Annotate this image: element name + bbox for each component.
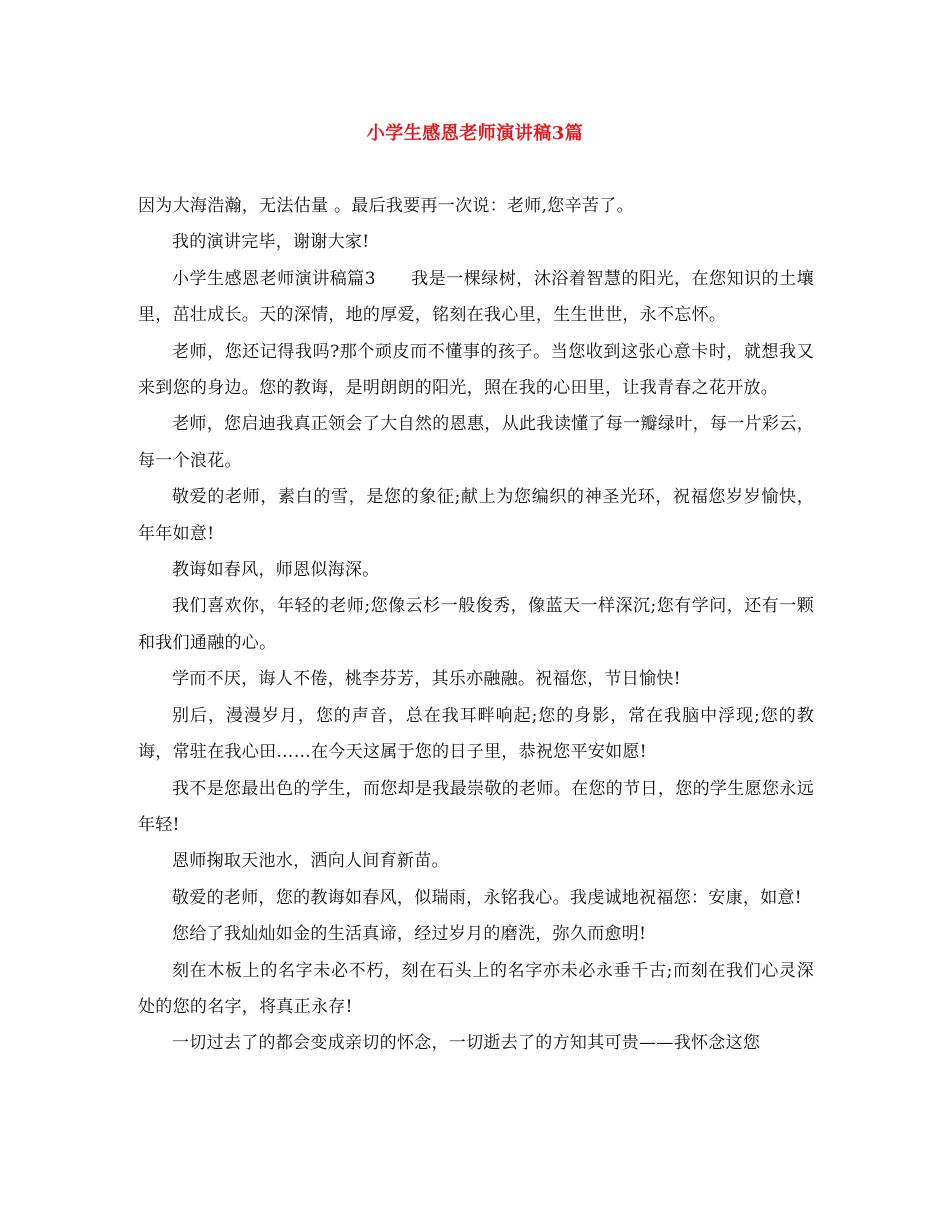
paragraph: 一切过去了的都会变成亲切的怀念，一切逝去了的方知其可贵——我怀念这您 — [172, 1033, 761, 1054]
paragraph: 别后，漫漫岁月，您的声音，总在我耳畔响起;您的身影，常在我脑中浮现;您的教诲，常驻在我心田……在今天这属于您的日子里，恭祝您平安如愿! — [138, 705, 814, 763]
paragraph: 学而不厌，诲人不倦，桃李芬芳，其乐亦融融。祝福您，节日愉快! — [172, 669, 681, 690]
paragraph: 敬爱的老师，您的教诲如春风，似瑞雨，永铭我心。我虔诚地祝福您：安康，如意! — [172, 887, 802, 908]
paragraph: 恩师掬取天池水，洒向人间育新苗。 — [172, 851, 449, 872]
paragraph: 我不是您最出色的学生，而您却是我最崇敬的老师。在您的节日，您的学生愿您永远年轻! — [138, 778, 814, 835]
paragraph: 敬爱的老师，素白的雪，是您的象征;献上为您编织的神圣光环，祝福您岁岁愉快，年年如意! — [138, 487, 814, 544]
paragraph: 教诲如春风，师恩似海深。 — [172, 560, 380, 581]
paragraph: 小学生感恩老师演讲稿篇3 我是一棵绿树，沐浴着智慧的阳光，在您知识的土壤里，茁壮成长。天的深情，地的厚爱，铭刻在我心里，生生世世，永不忘怀。 — [138, 268, 814, 326]
paragraph: 因为大海浩瀚，无法估量 。最后我要再一次说：老师,您辛苦了。 — [138, 196, 634, 216]
paragraph: 老师，您还记得我吗?那个顽皮而不懂事的孩子。当您收到这张心意卡时，就想我又来到您的身边。您的教诲，是明朗朗的阳光，照在我的心田里，让我青春之花开放。 — [138, 341, 814, 399]
paragraph: 老师，您启迪我真正领会了大自然的恩惠，从此我读懂了每一瓣绿叶，每一片彩云，每一个浪花。 — [138, 414, 814, 471]
paragraph: 我们喜欢你，年轻的老师;您像云杉一般俊秀，像蓝天一样深沉;您有学问，还有一颗和我们通融的心。 — [138, 596, 814, 653]
paragraph: 您给了我灿灿如金的生活真谛，经过岁月的磨洗，弥久而愈明! — [172, 924, 647, 945]
paragraph: 刻在木板上的名字未必不朽，刻在石头上的名字亦未必永垂千古;而刻在我们心灵深处的您的名字，将真正永存! — [138, 960, 814, 1017]
paragraph: 我的演讲完毕，谢谢大家! — [172, 232, 370, 253]
document-title: 小学生感恩老师演讲稿3篇 — [366, 123, 584, 144]
document-body — [138, 188, 814, 1062]
